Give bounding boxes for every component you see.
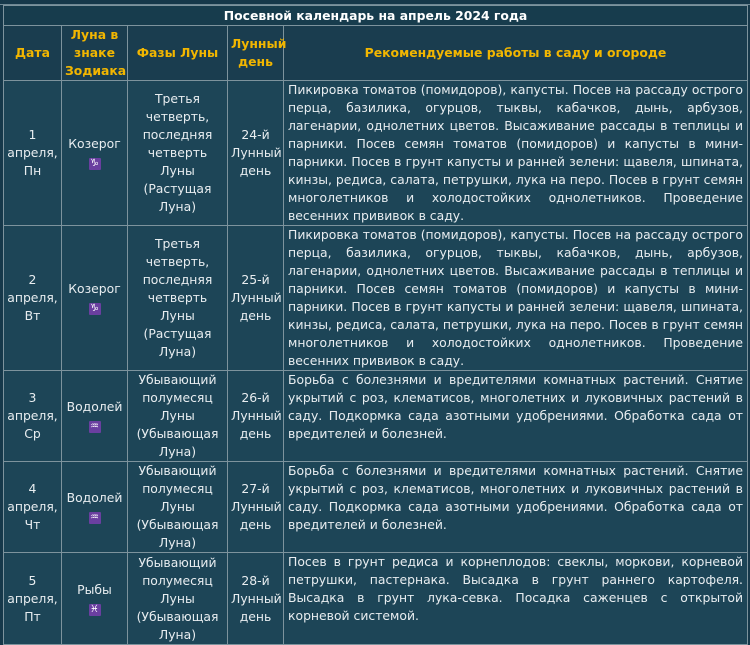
row-zodiac (62, 226, 128, 371)
row-zodiac (62, 553, 128, 645)
zodiac-label: Водолей (66, 490, 123, 505)
row-date: 4 апреля, Чт (4, 462, 62, 553)
row-date: 5 апреля, Пт (4, 553, 62, 645)
row-moon-phase: Убывающий полумесяц Луны (Убывающая Луна) (128, 462, 228, 553)
table-row (4, 553, 748, 645)
row-date: 2 апреля, Вт (4, 226, 62, 371)
table-row (4, 371, 748, 462)
header-works: Рекомендуемые работы в саду и огороде (284, 26, 748, 81)
row-lunar-day: 25-й Лунный день (228, 226, 284, 371)
row-moon-phase: Третья четверть, последняя четверть Луны (Растущая Луна) (128, 81, 228, 226)
aquarius-icon: ♒ (90, 421, 99, 432)
table-title: Посевной календарь на апрель 2024 года (4, 6, 748, 26)
header-phase: Фазы Луны (128, 26, 228, 81)
row-lunar-day: 24-й Лунный день (228, 81, 284, 226)
row-lunar-day: 26-й Лунный день (228, 371, 284, 462)
capricorn-icon: ♑ (90, 158, 99, 169)
row-works: Посев в грунт редиса и корнеплодов: свеклы, моркови, корневой петрушки, пастернака. Высадка в грунт раннего картофеля. Высадка в грунт лука-севка. Посадка саженцев с открытой корневой системой. (284, 553, 748, 645)
table-row (4, 81, 748, 226)
table-row (4, 226, 748, 371)
row-date: 3 апреля, Ср (4, 371, 62, 462)
row-works: Пикировка томатов (помидоров), капусты. Посев на рассаду острого перца, базилика, огурцов, тыквы, кабачков, дынь, арбузов, лагенарии, однолетних цветов. Высаживание рассады в теплицы и парники. Посев семян томатов (помидоров) и капусты в мини-парники. Посев в грунт капусты и ранней зелени: щавеля, шпината, кинзы, редиса, салата, петрушки, лука на перо. Посев в грунт семян многолетников и холодостойких однолетников. Проведение весенних прививок в саду. (284, 81, 748, 226)
zodiac-label: Козерог (68, 136, 121, 151)
table-title-row (4, 6, 748, 26)
aquarius-icon: ♒ (90, 512, 99, 523)
row-moon-phase: Убывающий полумесяц Луны (Убывающая Луна) (128, 553, 228, 645)
row-moon-phase: Третья четверть, последняя четверть Луны (Растущая Луна) (128, 226, 228, 371)
sowing-calendar-table (3, 5, 748, 645)
row-works: Борьба с болезнями и вредителями комнатных растений. Снятие укрытий с роз, клематисов, многолетних и луковичных растений в саду. Подкормка сада азотными удобрениями. Обработка сада от вредителей и болезней. (284, 371, 748, 462)
pisces-icon: ♓ (90, 603, 99, 615)
header-lunar-day: Лунный день (228, 26, 284, 81)
capricorn-icon: ♑ (90, 303, 99, 314)
row-zodiac (62, 462, 128, 553)
row-lunar-day: 28-й Лунный день (228, 553, 284, 645)
table-header-row (4, 26, 748, 81)
header-zodiac: Луна в знаке Зодиака (62, 26, 128, 81)
row-moon-phase: Убывающий полумесяц Луны (Убывающая Луна) (128, 371, 228, 462)
row-date: 1 апреля, Пн (4, 81, 62, 226)
zodiac-label: Козерог (68, 281, 121, 296)
row-zodiac (62, 81, 128, 226)
table-row (4, 462, 748, 553)
row-lunar-day: 27-й Лунный день (228, 462, 284, 553)
zodiac-label: Водолей (66, 399, 123, 414)
header-date: Дата (4, 26, 62, 81)
row-works: Борьба с болезнями и вредителями комнатных растений. Снятие укрытий с роз, клематисов, многолетних и луковичных растений в саду. Подкормка сада азотными удобрениями. Обработка сада от вредителей и болезней. (284, 462, 748, 553)
zodiac-label: Рыбы (77, 581, 112, 597)
row-zodiac (62, 371, 128, 462)
row-works: Пикировка томатов (помидоров), капусты. Посев на рассаду острого перца, базилика, огурцов, тыквы, кабачков, дынь, арбузов, лагенарии, однолетних цветов. Высаживание рассады в теплицы и парники. Посев семян томатов (помидоров) и капусты в мини-парники. Посев в грунт капусты и ранней зелени: щавеля, шпината, кинзы, редиса, салата, петрушки, лука на перо. Посев в грунт семян многолетников и холодостойких однолетников. Проведение весенних прививок в саду. (284, 226, 748, 371)
